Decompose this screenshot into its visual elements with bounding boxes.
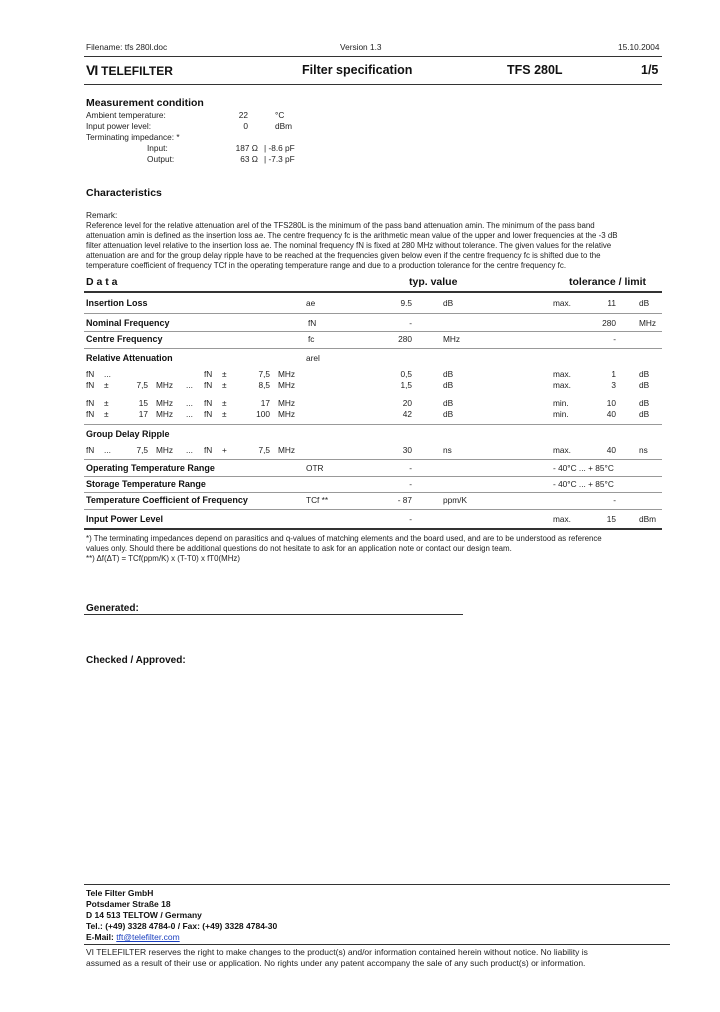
rel-att-typ-unit: dB (443, 380, 454, 390)
rel-att-to-unit: MHz (278, 380, 296, 390)
meas-label: Ambient temperature: (86, 110, 166, 120)
footer-city: D 14 513 TELTOW / Germany (86, 910, 202, 920)
insertion-loss-symbol: ae (306, 298, 316, 308)
insertion-loss-typ-unit: dB (443, 298, 454, 308)
row-rule (84, 492, 662, 493)
generated-label: Generated: (86, 603, 139, 614)
col-data-header: D a t a (86, 276, 118, 288)
remark-line: attenuation are and for the group delay ripple have to be reached at the frequencies given below even if the centre frequency fc is shifted due to the (86, 251, 601, 260)
rel-att-tol-unit: dB (639, 398, 650, 408)
gd-typ-unit: ns (443, 445, 452, 455)
col-typ-header: typ. value (409, 276, 458, 288)
nominal-freq-label: Nominal Frequency (86, 318, 170, 328)
rel-att-op3: ± (222, 409, 227, 419)
rel-att-f1: fN (86, 409, 95, 419)
imp-unit: | -7.3 pF (264, 154, 295, 164)
rel-att-tol: 1 (611, 369, 616, 379)
insertion-loss-typ: 9.5 (400, 298, 412, 308)
rel-att-tol-unit: dB (639, 380, 650, 390)
imp-label: Input: (147, 143, 168, 153)
meas-value: 22 (238, 110, 248, 120)
email-label: E-Mail: (86, 932, 114, 942)
op-temp-label: Operating Temperature Range (86, 463, 215, 473)
rel-att-from-unit: MHz (156, 409, 174, 419)
nominal-freq-typ: - (409, 318, 412, 328)
rel-att-f2: fN (204, 409, 213, 419)
gd-op1: ... (104, 445, 111, 455)
measurement-heading: Measurement condition (86, 97, 204, 109)
rel-att-tol-kind: min. (553, 409, 569, 419)
gd-tol: 40 (606, 445, 616, 455)
row-rule (84, 424, 662, 425)
rel-att-dots: ... (186, 409, 193, 419)
op-temp-tol: - 40°C ... + 85°C (553, 463, 614, 473)
op-temp-symbol: OTR (306, 463, 324, 473)
doc-date: 15.10.2004 (618, 42, 660, 52)
rel-att-tol-unit: dB (639, 409, 650, 419)
storage-temp-label: Storage Temperature Range (86, 479, 206, 489)
rel-att-symbol: arel (306, 353, 320, 363)
remark-line: attenuation amin is defined as the insertion loss ae. The centre frequency fc is the arithmetic mean value of the upper and lower frequencies at the -3 dB (86, 231, 618, 240)
table-bottom-rule (84, 528, 662, 530)
footer-phone-fax: Tel.: (+49) 3328 4784-0 / Fax: (+49) 3328 4784-30 (86, 921, 278, 931)
gd-dots: ... (186, 445, 193, 455)
gd-f1: fN (86, 445, 95, 455)
rel-att-dots: ... (186, 398, 193, 408)
part-number: TFS 280L (507, 63, 563, 77)
gd-op3: + (222, 445, 227, 455)
gd-to: 7,5 (258, 445, 270, 455)
generated-signature-line (84, 614, 463, 615)
approved-label: Checked / Approved: (86, 655, 186, 666)
rel-att-f1: fN (86, 369, 95, 379)
logo-mark: VI (86, 62, 98, 78)
gd-tol-unit: ns (639, 445, 648, 455)
rel-att-to: 17 (260, 398, 270, 408)
characteristics-heading: Characteristics (86, 187, 162, 199)
rel-att-op1: ± (104, 409, 109, 419)
filename: Filename: tfs 280l.doc (86, 42, 168, 52)
rel-att-to: 100 (256, 409, 270, 419)
footer-email (86, 932, 180, 942)
insertion-loss-label: Insertion Loss (86, 298, 148, 308)
footnote-impedance-cont: values only. Should there be additional questions do not hesitate to ask for an application note or contact our design team. (86, 544, 512, 553)
header-rule-bottom (84, 84, 662, 85)
centre-freq-tol: - (613, 334, 616, 344)
rel-att-from-unit: MHz (156, 398, 174, 408)
page-number: 1/5 (641, 63, 659, 77)
row-rule (84, 331, 662, 332)
input-power-label: Input Power Level (86, 514, 164, 524)
rel-att-tol-kind: max. (553, 369, 571, 379)
rel-att-from: 15 (138, 398, 148, 408)
rel-att-op3: ± (222, 369, 227, 379)
rel-att-f2: fN (204, 380, 213, 390)
footnote-tcf: **) Δf(ΔT) = TCf(ppm/K) x (T-T0) x fT0(MHz) (86, 554, 240, 563)
imp-unit: | -8.6 pF (264, 143, 295, 153)
rel-att-typ: 0,5 (400, 369, 412, 379)
rel-att-op3: ± (222, 398, 227, 408)
rel-att-tol-kind: min. (553, 398, 569, 408)
group-delay-label: Group Delay Ripple (86, 429, 170, 439)
rel-att-typ-unit: dB (443, 398, 454, 408)
storage-temp-typ: - (409, 479, 412, 489)
rel-att-typ-unit: dB (443, 369, 454, 379)
remark-line: temperature coefficient of frequency TCf in the operating temperature range and due to a production tolerance for the centre frequency fc. (86, 261, 567, 270)
temp-coeff-typ: - 87 (397, 495, 412, 505)
row-rule (84, 313, 662, 314)
input-power-tol: 15 (606, 514, 616, 524)
remark-line: Reference level for the relative attenuation arel of the TFS280L is the minimum of the pass band attenuation amin. The minimum of the pass band (86, 221, 595, 230)
disclaimer-line: assumed as a result of their use or application. No rights under any patent accompany the sale of any such product(s) or information. (86, 958, 586, 968)
rel-att-tol-kind: max. (553, 380, 571, 390)
rel-att-tol-unit: dB (639, 369, 650, 379)
doc-title: Filter specification (302, 63, 413, 77)
gd-f2: fN (204, 445, 213, 455)
temp-coeff-typ-unit: ppm/K (443, 495, 467, 505)
rel-att-dots: ... (186, 380, 193, 390)
centre-freq-label: Centre Frequency (86, 334, 163, 344)
table-header-rule (84, 291, 662, 293)
meas-value: 0 (243, 121, 248, 131)
remark-label: Remark: (86, 210, 118, 220)
version: Version 1.3 (340, 42, 382, 52)
gd-to-unit: MHz (278, 445, 296, 455)
rel-att-op3: ± (222, 380, 227, 390)
rel-att-f1: fN (86, 380, 95, 390)
rel-att-op1: ... (104, 369, 111, 379)
row-rule (84, 459, 662, 460)
meas-unit: dBm (275, 121, 293, 131)
header-rule-top (84, 56, 662, 57)
rel-att-to: 7,5 (258, 369, 270, 379)
rel-att-label: Relative Attenuation (86, 353, 173, 363)
footnote-impedance: *) The terminating impedances depend on parasitics and q-values of matching elements and the board used, and are to be understood as reference (86, 534, 602, 543)
insertion-loss-tol-unit: dB (639, 298, 650, 308)
rel-att-from-unit: MHz (156, 380, 174, 390)
rel-att-f1: fN (86, 398, 95, 408)
op-temp-typ: - (409, 463, 412, 473)
rel-att-tol: 3 (611, 380, 616, 390)
disclaimer-line: VI TELEFILTER reserves the right to make changes to the product(s) and/or information contained herein without notice. No liability is (86, 947, 588, 957)
rel-att-f2: fN (204, 398, 213, 408)
rel-att-to-unit: MHz (278, 409, 296, 419)
insertion-loss-tol-kind: max. (553, 298, 571, 308)
logo-company: TELEFILTER (101, 64, 173, 78)
remark-line: filter attenuation level relative to the insertion loss ae. The nominal frequency fN is fixed at 280 MHz without tolerance. The given values for the relative (86, 241, 612, 250)
nominal-freq-symbol: fN (308, 318, 317, 328)
rel-att-typ-unit: dB (443, 409, 454, 419)
footer-rule-2 (84, 944, 670, 945)
imp-label: Output: (147, 154, 175, 164)
rel-att-op1: ± (104, 380, 109, 390)
insertion-loss-tol: 11 (607, 298, 616, 308)
footer-company: Tele Filter GmbH (86, 888, 154, 898)
col-tol-header: tolerance / limit (569, 276, 647, 288)
rel-att-typ: 20 (402, 398, 412, 408)
row-rule (84, 509, 662, 510)
rel-att-to-unit: MHz (278, 369, 296, 379)
gd-tol-kind: max. (553, 445, 571, 455)
nominal-freq-tol-unit: MHz (639, 318, 657, 328)
centre-freq-typ: 280 (398, 334, 412, 344)
rel-att-from: 7,5 (136, 380, 148, 390)
input-power-typ: - (409, 514, 412, 524)
rel-att-to: 8,5 (258, 380, 270, 390)
row-rule (84, 348, 662, 349)
nominal-freq-tol: 280 (602, 318, 616, 328)
imp-value: 63 Ω (240, 154, 258, 164)
imp-value: 187 Ω (235, 143, 258, 153)
temp-coeff-label: Temperature Coefficient of Frequency (86, 495, 248, 505)
company-logo (86, 62, 173, 78)
meas-label: Input power level: (86, 121, 152, 131)
footer-street: Potsdamer Straße 18 (86, 899, 171, 909)
gd-from-unit: MHz (156, 445, 174, 455)
meas-label: Terminating impedance: * (86, 132, 180, 142)
meas-unit: °C (275, 110, 285, 120)
rel-att-typ: 42 (402, 409, 412, 419)
rel-att-f2: fN (204, 369, 213, 379)
input-power-tol-kind: max. (553, 514, 571, 524)
rel-att-tol: 40 (606, 409, 616, 419)
row-rule (84, 476, 662, 477)
footer-rule (84, 884, 670, 885)
centre-freq-typ-unit: MHz (443, 334, 461, 344)
rel-att-typ: 1,5 (400, 380, 412, 390)
rel-att-tol: 10 (606, 398, 616, 408)
temp-coeff-tol: - (613, 495, 616, 505)
input-power-tol-unit: dBm (639, 514, 657, 524)
temp-coeff-symbol: TCf ** (306, 495, 329, 505)
rel-att-op1: ± (104, 398, 109, 408)
rel-att-to-unit: MHz (278, 398, 296, 408)
gd-from: 7,5 (136, 445, 148, 455)
rel-att-from: 17 (138, 409, 148, 419)
centre-freq-symbol: fc (308, 334, 315, 344)
email-link[interactable]: tft@telefilter.com (116, 932, 180, 942)
storage-temp-tol: - 40°C ... + 85°C (553, 479, 614, 489)
gd-typ: 30 (402, 445, 412, 455)
